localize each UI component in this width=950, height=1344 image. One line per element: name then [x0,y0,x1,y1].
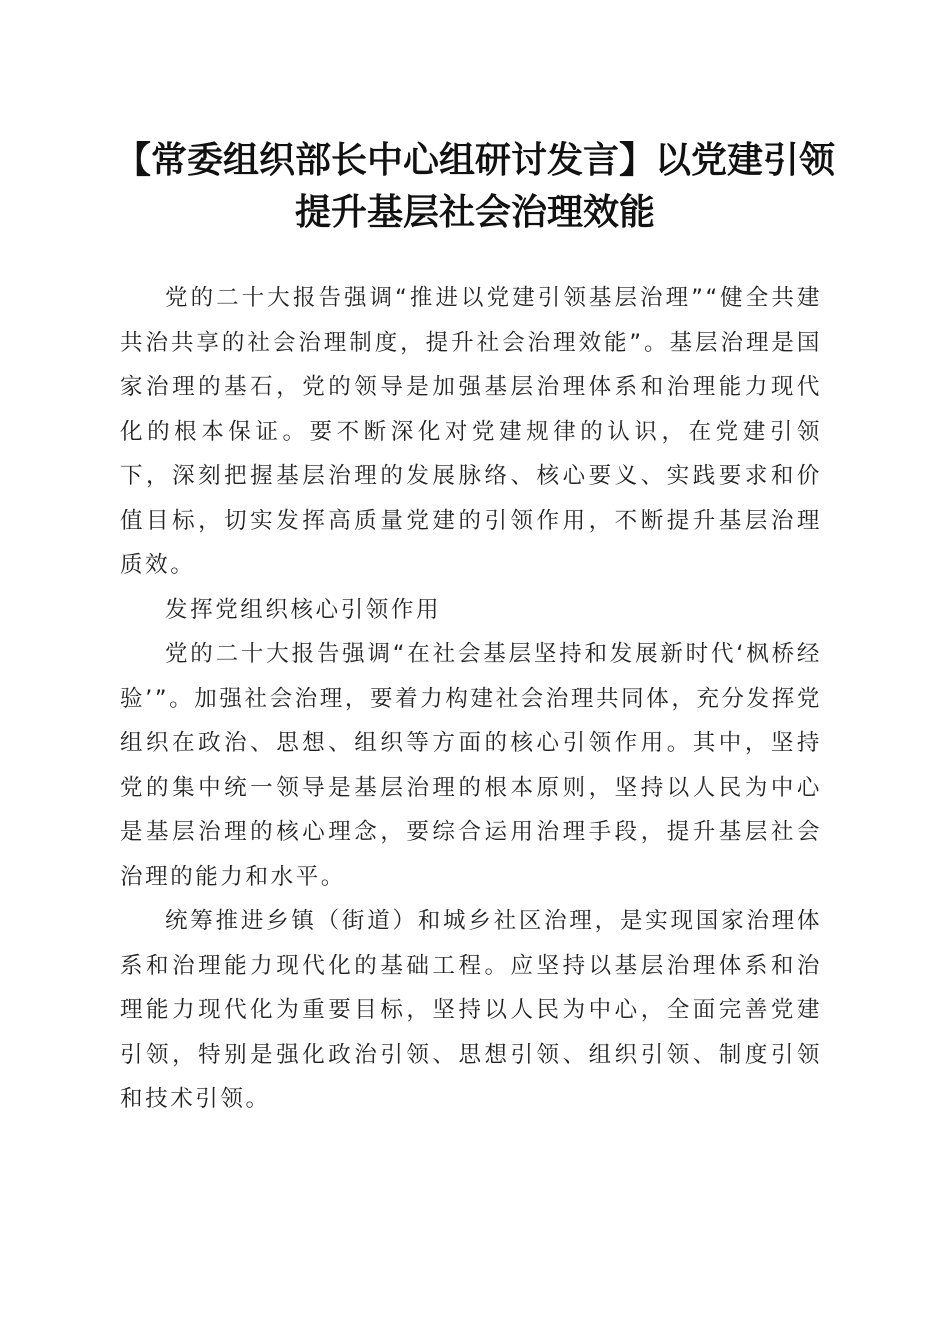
title-line-1: 【常委组织部长中心组研讨发言】以党建引领 [114,139,835,181]
document-title [100,134,850,238]
document-body [120,276,822,1122]
body-paragraph-2: 党的二十大报告强调“在社会基层坚持和发展新时代‘枫桥经验’”。加强社会治理，要着力构建社会治理共同体，充分发挥党组织在政治、思想、组织等方面的核心引领作用。其中，坚持党的集中统一领导是基层治理的根本原则，坚持以人民为中心是基层治理的核心理念，要综合运用治理手段，提升基层社会治理的能力和水平。 [120,641,822,890]
section-heading: 发挥党组织核心引领作用 [165,596,442,623]
body-paragraph-intro: 党的二十大报告强调“推进以党建引领基层治理”“健全共建共治共享的社会治理制度，提升社会治理效能”。基层治理是国家治理的基石，党的领导是加强基层治理体系和治理能力现代化的根本保证。要不断深化对党建规律的认识，在党建引领下，深刻把握基层治理的发展脉络、核心要义、实践要求和价值目标，切实发挥高质量党建的引领作用，不断提升基层治理质效。 [120,285,822,578]
title-line-2: 提升基层社会治理效能 [294,191,655,233]
body-paragraph-3: 统筹推进乡镇（街道）和城乡社区治理，是实现国家治理体系和治理能力现代化的基础工程。应坚持以基层治理体系和治理能力现代化为重要目标，坚持以人民为中心，全面完善党建引领，特别是强化政治引领、思想引领、组织引领、制度引领和技术引领。 [120,908,822,1112]
